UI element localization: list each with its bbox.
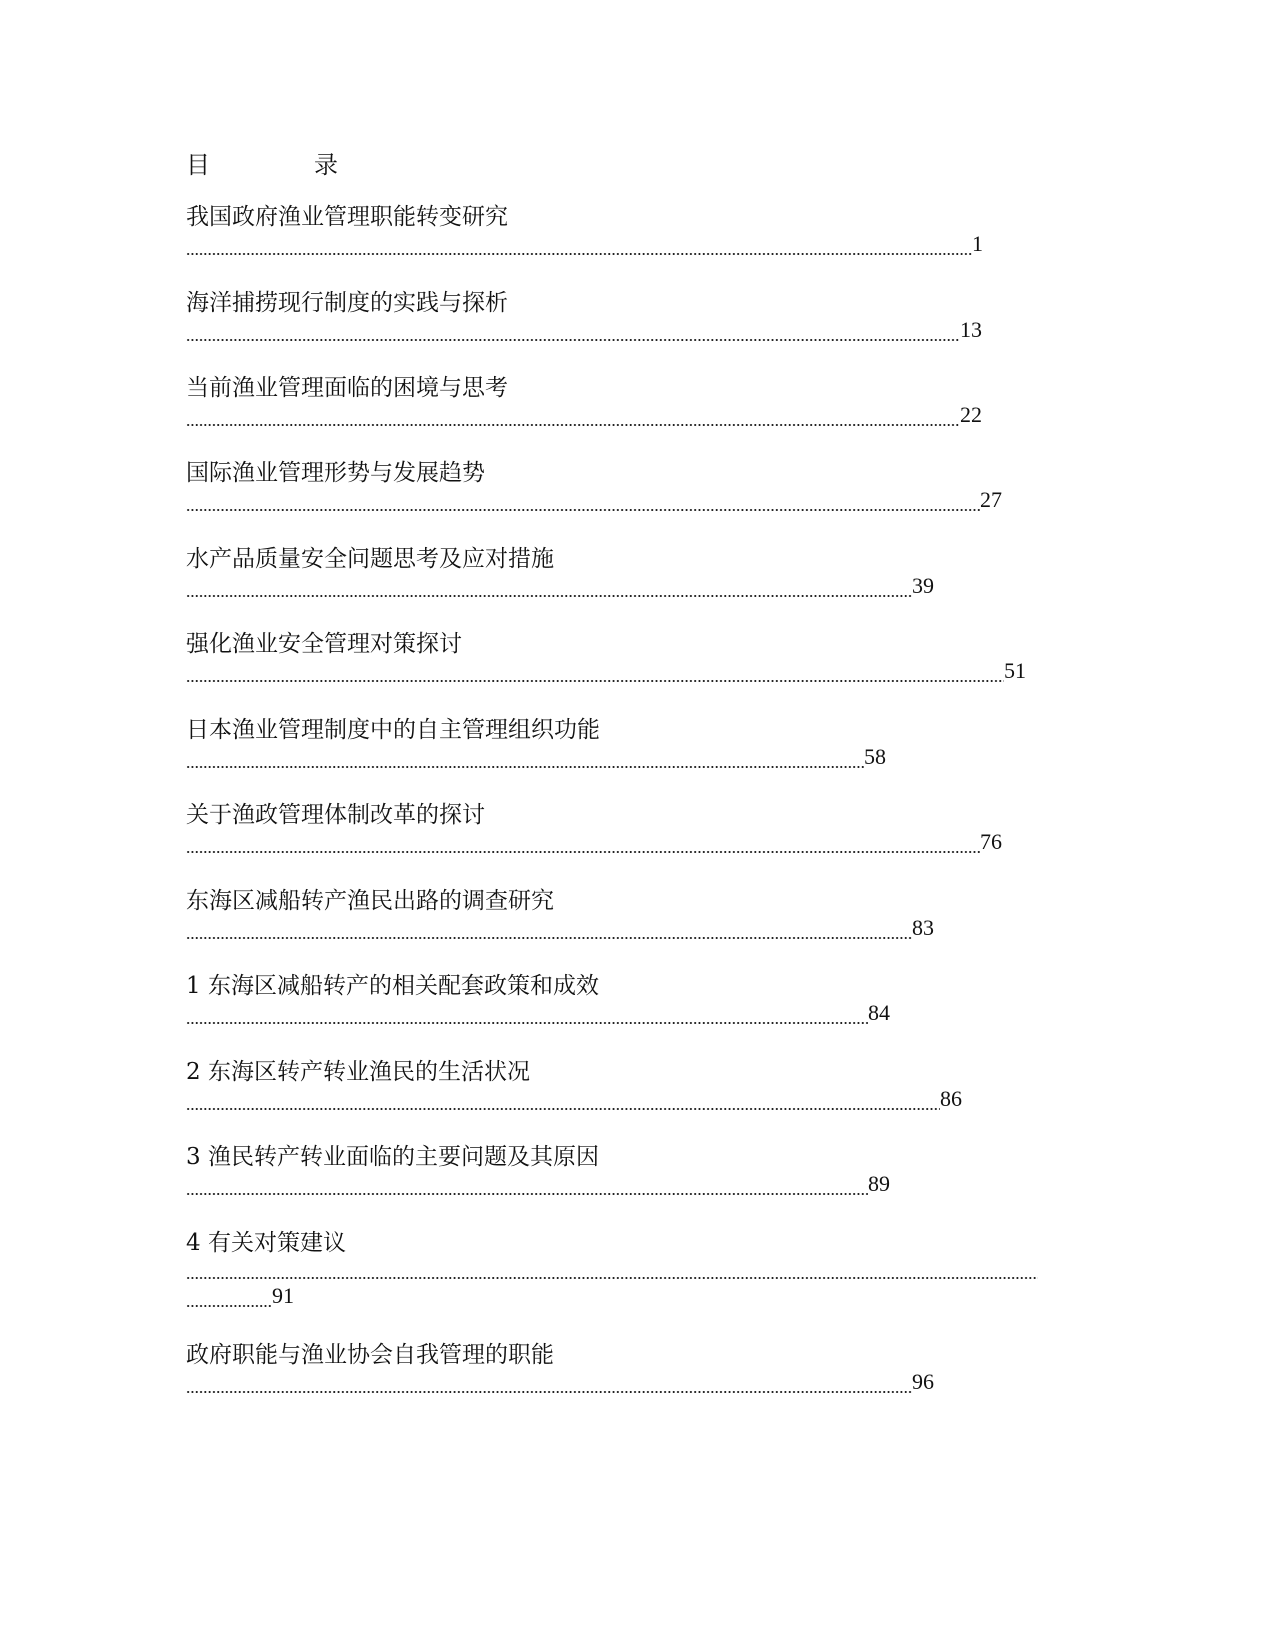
dot-leader: [186, 490, 980, 512]
toc-entry[interactable]: [186, 715, 1086, 771]
toc-leader-line: [186, 1370, 1086, 1396]
toc-entry[interactable]: [186, 1228, 1086, 1310]
toc-entry-title: 2 东海区转产转业渔民的生活状况: [186, 1059, 530, 1085]
toc-entry-title: 水产品质量安全问题思考及应对措施: [186, 546, 554, 572]
toc-entry[interactable]: [186, 886, 1086, 942]
toc-page-number: 83: [912, 916, 934, 940]
toc-page-number: 1: [972, 232, 983, 256]
dot-leader: [186, 1258, 1038, 1280]
toc-page-number: 39: [912, 574, 934, 598]
toc-entry-title: 我国政府渔业管理职能转变研究: [186, 204, 508, 230]
toc-entry[interactable]: [186, 1340, 1086, 1396]
toc-entry-title: 1 东海区减船转产的相关配套政策和成效: [186, 973, 599, 999]
toc-page-number: 84: [868, 1001, 890, 1025]
toc-page-number: 27: [980, 488, 1002, 512]
toc-leader-line: [186, 1087, 1086, 1113]
dot-leader: [186, 918, 912, 940]
dot-leader: [186, 1003, 868, 1025]
toc-entry-title: 强化渔业安全管理对策探讨: [186, 631, 462, 657]
toc-entry[interactable]: [186, 1142, 1086, 1198]
dot-leader: [186, 1372, 912, 1394]
toc-entry[interactable]: [186, 971, 1086, 1027]
toc-entry-title: 政府职能与渔业协会自我管理的职能: [186, 1342, 554, 1368]
dot-leader: [186, 1174, 868, 1196]
toc-page-number: 76: [980, 830, 1002, 854]
page-title: 目 录: [186, 151, 378, 179]
toc-entry-title: 海洋捕捞现行制度的实践与探析: [186, 290, 508, 316]
toc-leader-line: [186, 232, 1086, 258]
toc-page-number: 96: [912, 1370, 934, 1394]
toc-entry[interactable]: [186, 373, 1086, 429]
toc-entry[interactable]: [186, 202, 1086, 258]
toc-leader-line: [186, 830, 1086, 856]
toc-entry-title: 东海区减船转产渔民出路的调查研究: [186, 888, 554, 914]
toc-leader-line: [186, 1001, 1086, 1027]
dot-leader: [186, 234, 972, 256]
toc-leader-line: [186, 488, 1086, 514]
toc-page-number: 13: [960, 318, 982, 342]
toc-entry[interactable]: [186, 629, 1086, 685]
toc-page-number: 22: [960, 403, 982, 427]
dot-leader: [186, 1286, 272, 1308]
toc-entry-title: 国际渔业管理形势与发展趋势: [186, 460, 485, 486]
toc-entry-title: 关于渔政管理体制改革的探讨: [186, 802, 485, 828]
toc-page-number: 89: [868, 1172, 890, 1196]
toc-entry-title: 4 有关对策建议: [186, 1230, 346, 1256]
dot-leader: [186, 747, 864, 769]
toc-entry[interactable]: [186, 800, 1086, 856]
toc-entry[interactable]: [186, 1057, 1086, 1113]
toc-page-number: 58: [864, 745, 886, 769]
toc-leader-line: [186, 403, 1086, 429]
toc-leader-line: [186, 318, 1086, 344]
toc-entry-title: 3 渔民转产转业面临的主要问题及其原因: [186, 1144, 599, 1170]
toc-page-number: 51: [1004, 659, 1026, 683]
dot-leader: [186, 1089, 940, 1111]
toc-page-number: 86: [940, 1087, 962, 1111]
toc-leader-line: [186, 574, 1086, 600]
toc-entry[interactable]: [186, 544, 1086, 600]
toc-leader-line: [186, 745, 1086, 771]
dot-leader: [186, 405, 960, 427]
dot-leader: [186, 576, 912, 598]
toc-entry-title: 当前渔业管理面临的困境与思考: [186, 375, 508, 401]
toc-leader-line-wrap: [186, 1284, 1086, 1310]
toc-leader-line: [186, 1172, 1086, 1198]
toc-leader-line: [186, 659, 1086, 685]
dot-leader: [186, 661, 1004, 683]
toc-entry[interactable]: [186, 288, 1086, 344]
toc-entry-title: 日本渔业管理制度中的自主管理组织功能: [186, 717, 600, 743]
toc-entry[interactable]: [186, 458, 1086, 514]
dot-leader: [186, 320, 960, 342]
toc-page-number: 91: [272, 1284, 294, 1308]
dot-leader: [186, 832, 980, 854]
toc-leader-line: [186, 916, 1086, 942]
toc-leader-line: [186, 1258, 1086, 1284]
